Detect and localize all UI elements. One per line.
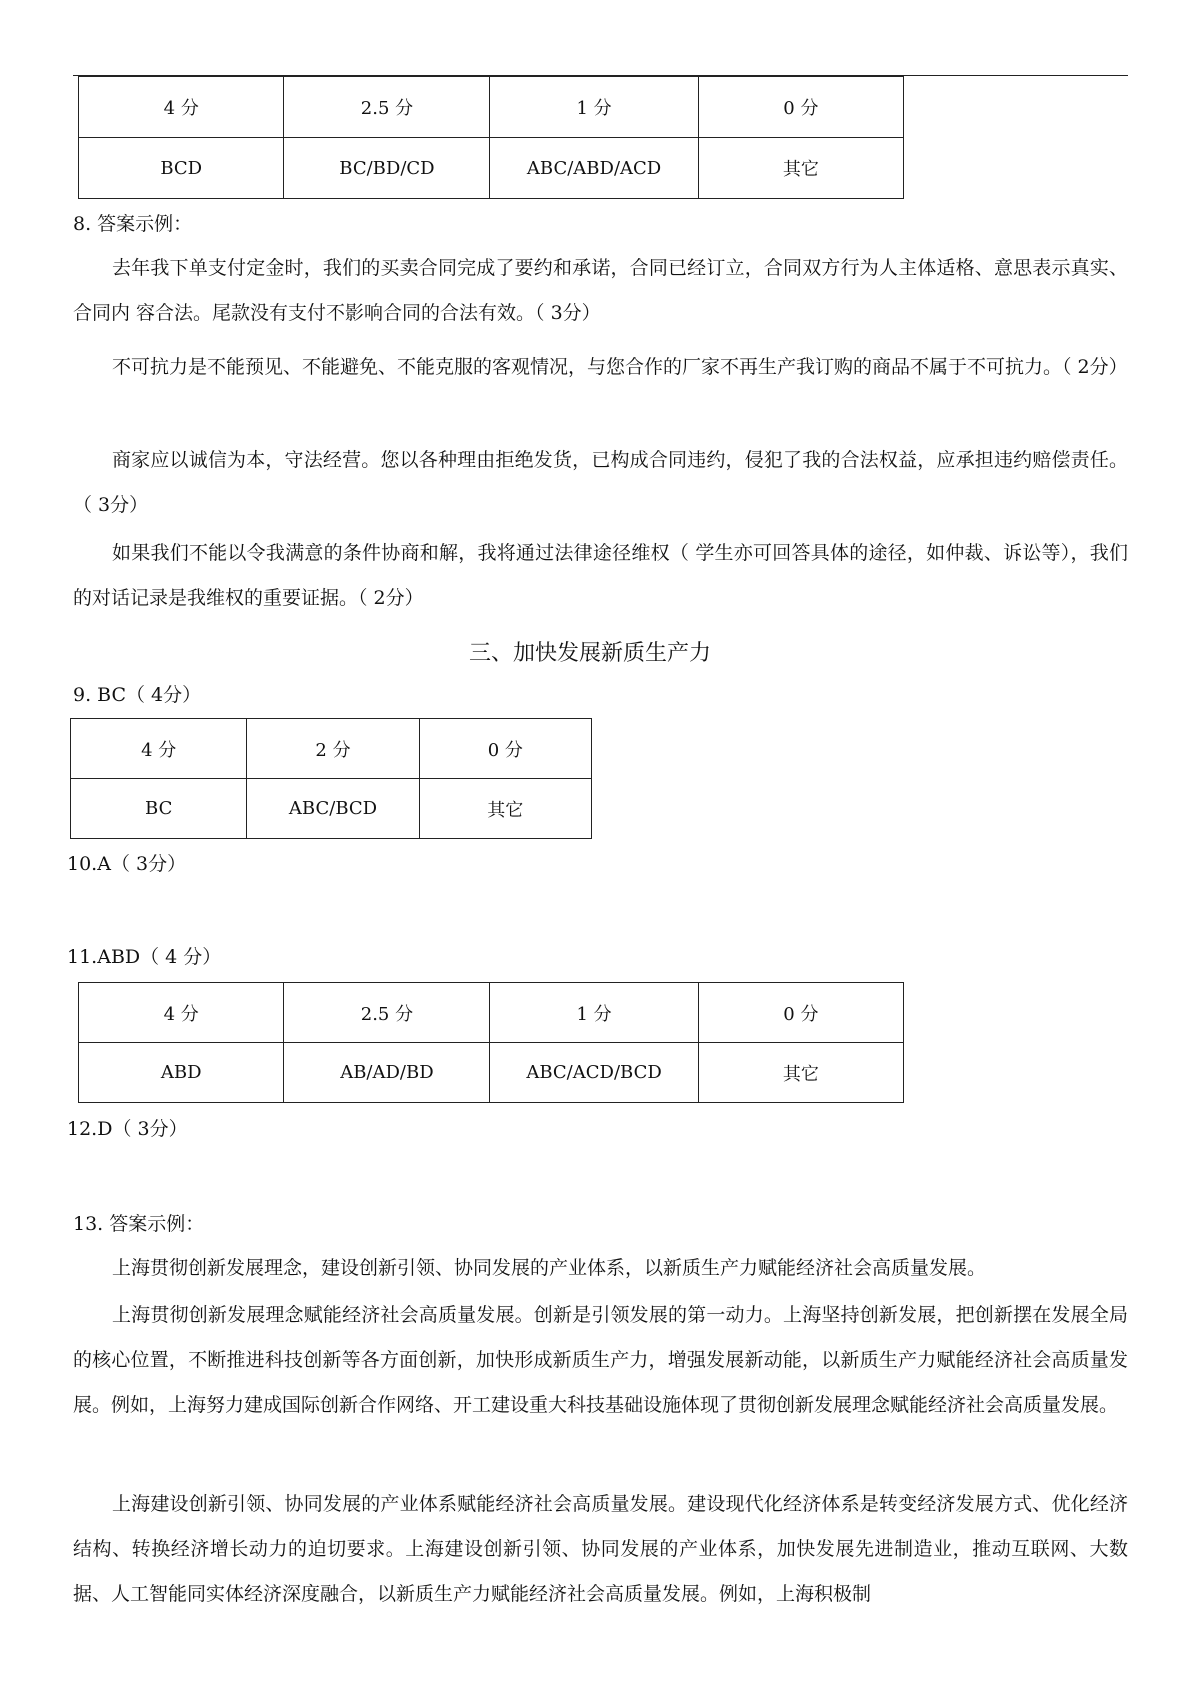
- score-header-cell: 2.5 分: [284, 983, 490, 1043]
- section-title: 三、加快发展新质生产力: [469, 641, 712, 666]
- q13-paragraph-2: 上海贯彻创新发展理念赋能经济社会高质量发展。创新是引领发展的第一动力。上海坚持创新发展，把创新摆在发展全局的核心位置，不断推进科技创新等各方面创新，加快形成新质生产力，增强发展新动能，以新质生产力赋能经济社会高质量发展。例如，上海努力建成国际创新合作网络、开工建设重大科技基础设施体现了贯彻创新发展理念赋能经济社会高质量发展。: [73, 1304, 1128, 1416]
- score-header-cell: 4 分: [79, 77, 284, 138]
- score-header-cell: 4 分: [79, 983, 284, 1043]
- score-header-cell: 0 分: [419, 719, 591, 779]
- q7-score-value-row: [79, 138, 904, 199]
- score-value-cell: 其它: [698, 1043, 903, 1103]
- q11-score-value-row: [79, 1043, 904, 1103]
- q10-answer: 10.A（ 3分）: [67, 853, 187, 875]
- q9-score-value-row: [71, 779, 592, 839]
- q9-score-header-row: [71, 719, 592, 779]
- score-value-cell: BCD: [79, 138, 284, 199]
- q11-answer: 11.ABD（ 4 分）: [67, 946, 222, 968]
- q11-score-table: [78, 982, 904, 1103]
- score-value-cell: ABC/ACD/BCD: [490, 1043, 698, 1103]
- score-header-cell: 0 分: [698, 983, 903, 1043]
- score-header-cell: 1 分: [490, 983, 698, 1043]
- q12-answer: 12.D（ 3分）: [67, 1118, 188, 1140]
- score-value-cell: ABD: [79, 1043, 284, 1103]
- score-value-cell: ABC/ABD/ACD: [490, 138, 698, 199]
- q7-score-table: [78, 76, 904, 199]
- q8-paragraph-2: 不可抗力是不能预见、不能避免、不能克服的客观情况，与您合作的厂家不再生产我订购的商品不属于不可抗力。（ 2分）: [112, 356, 1128, 378]
- q8-paragraph-4: 如果我们不能以令我满意的条件协商和解，我将通过法律途径维权（ 学生亦可回答具体的途径，如仲裁、诉讼等），我们的对话记录是我维权的重要证据。（ 2分）: [73, 542, 1128, 609]
- score-header-cell: 0 分: [698, 77, 903, 138]
- score-value-cell: ABC/BCD: [247, 779, 419, 839]
- q13-title: 13. 答案示例：: [73, 1213, 205, 1235]
- q7-score-header-row: [79, 77, 904, 138]
- q11-score-header-row: [79, 983, 904, 1043]
- q13-paragraph-1: 上海贯彻创新发展理念，建设创新引领、协同发展的产业体系，以新质生产力赋能经济社会高质量发展。: [112, 1257, 987, 1279]
- score-header-cell: 1 分: [490, 77, 698, 138]
- score-value-cell: 其它: [419, 779, 591, 839]
- q8-paragraph-1: 去年我下单支付定金时，我们的买卖合同完成了要约和承诺，合同已经订立，合同双方行为人主体适格、意思表示真实、合同内 容合法。尾款没有支付不影响合同的合法有效。（ 3分）: [73, 257, 1128, 324]
- score-header-cell: 4 分: [71, 719, 247, 779]
- q13-paragraph-3: 上海建设创新引领、协同发展的产业体系赋能经济社会高质量发展。建设现代化经济体系是转变经济发展方式、优化经济结构、转换经济增长动力的迫切要求。上海建设创新引领、协同发展的产业体系，加快发展先进制造业，推动互联网、大数据、人工智能同实体经济深度融合，以新质生产力赋能经济社会高质量发展。例如，上海积极制: [73, 1493, 1128, 1605]
- score-header-cell: 2.5 分: [284, 77, 490, 138]
- score-value-cell: 其它: [698, 138, 903, 199]
- q9-answer: 9. BC（ 4分）: [73, 684, 202, 706]
- score-header-cell: 2 分: [247, 719, 419, 779]
- score-value-cell: BC: [71, 779, 247, 839]
- q9-score-table: [70, 718, 592, 839]
- score-value-cell: BC/BD/CD: [284, 138, 490, 199]
- q8-title: 8. 答案示例：: [73, 213, 193, 235]
- score-value-cell: AB/AD/BD: [284, 1043, 490, 1103]
- q8-paragraph-3: 商家应以诚信为本，守法经营。您以各种理由拒绝发货，已构成合同违约，侵犯了我的合法权益，应承担违约赔偿责任。（ 3分）: [73, 449, 1128, 516]
